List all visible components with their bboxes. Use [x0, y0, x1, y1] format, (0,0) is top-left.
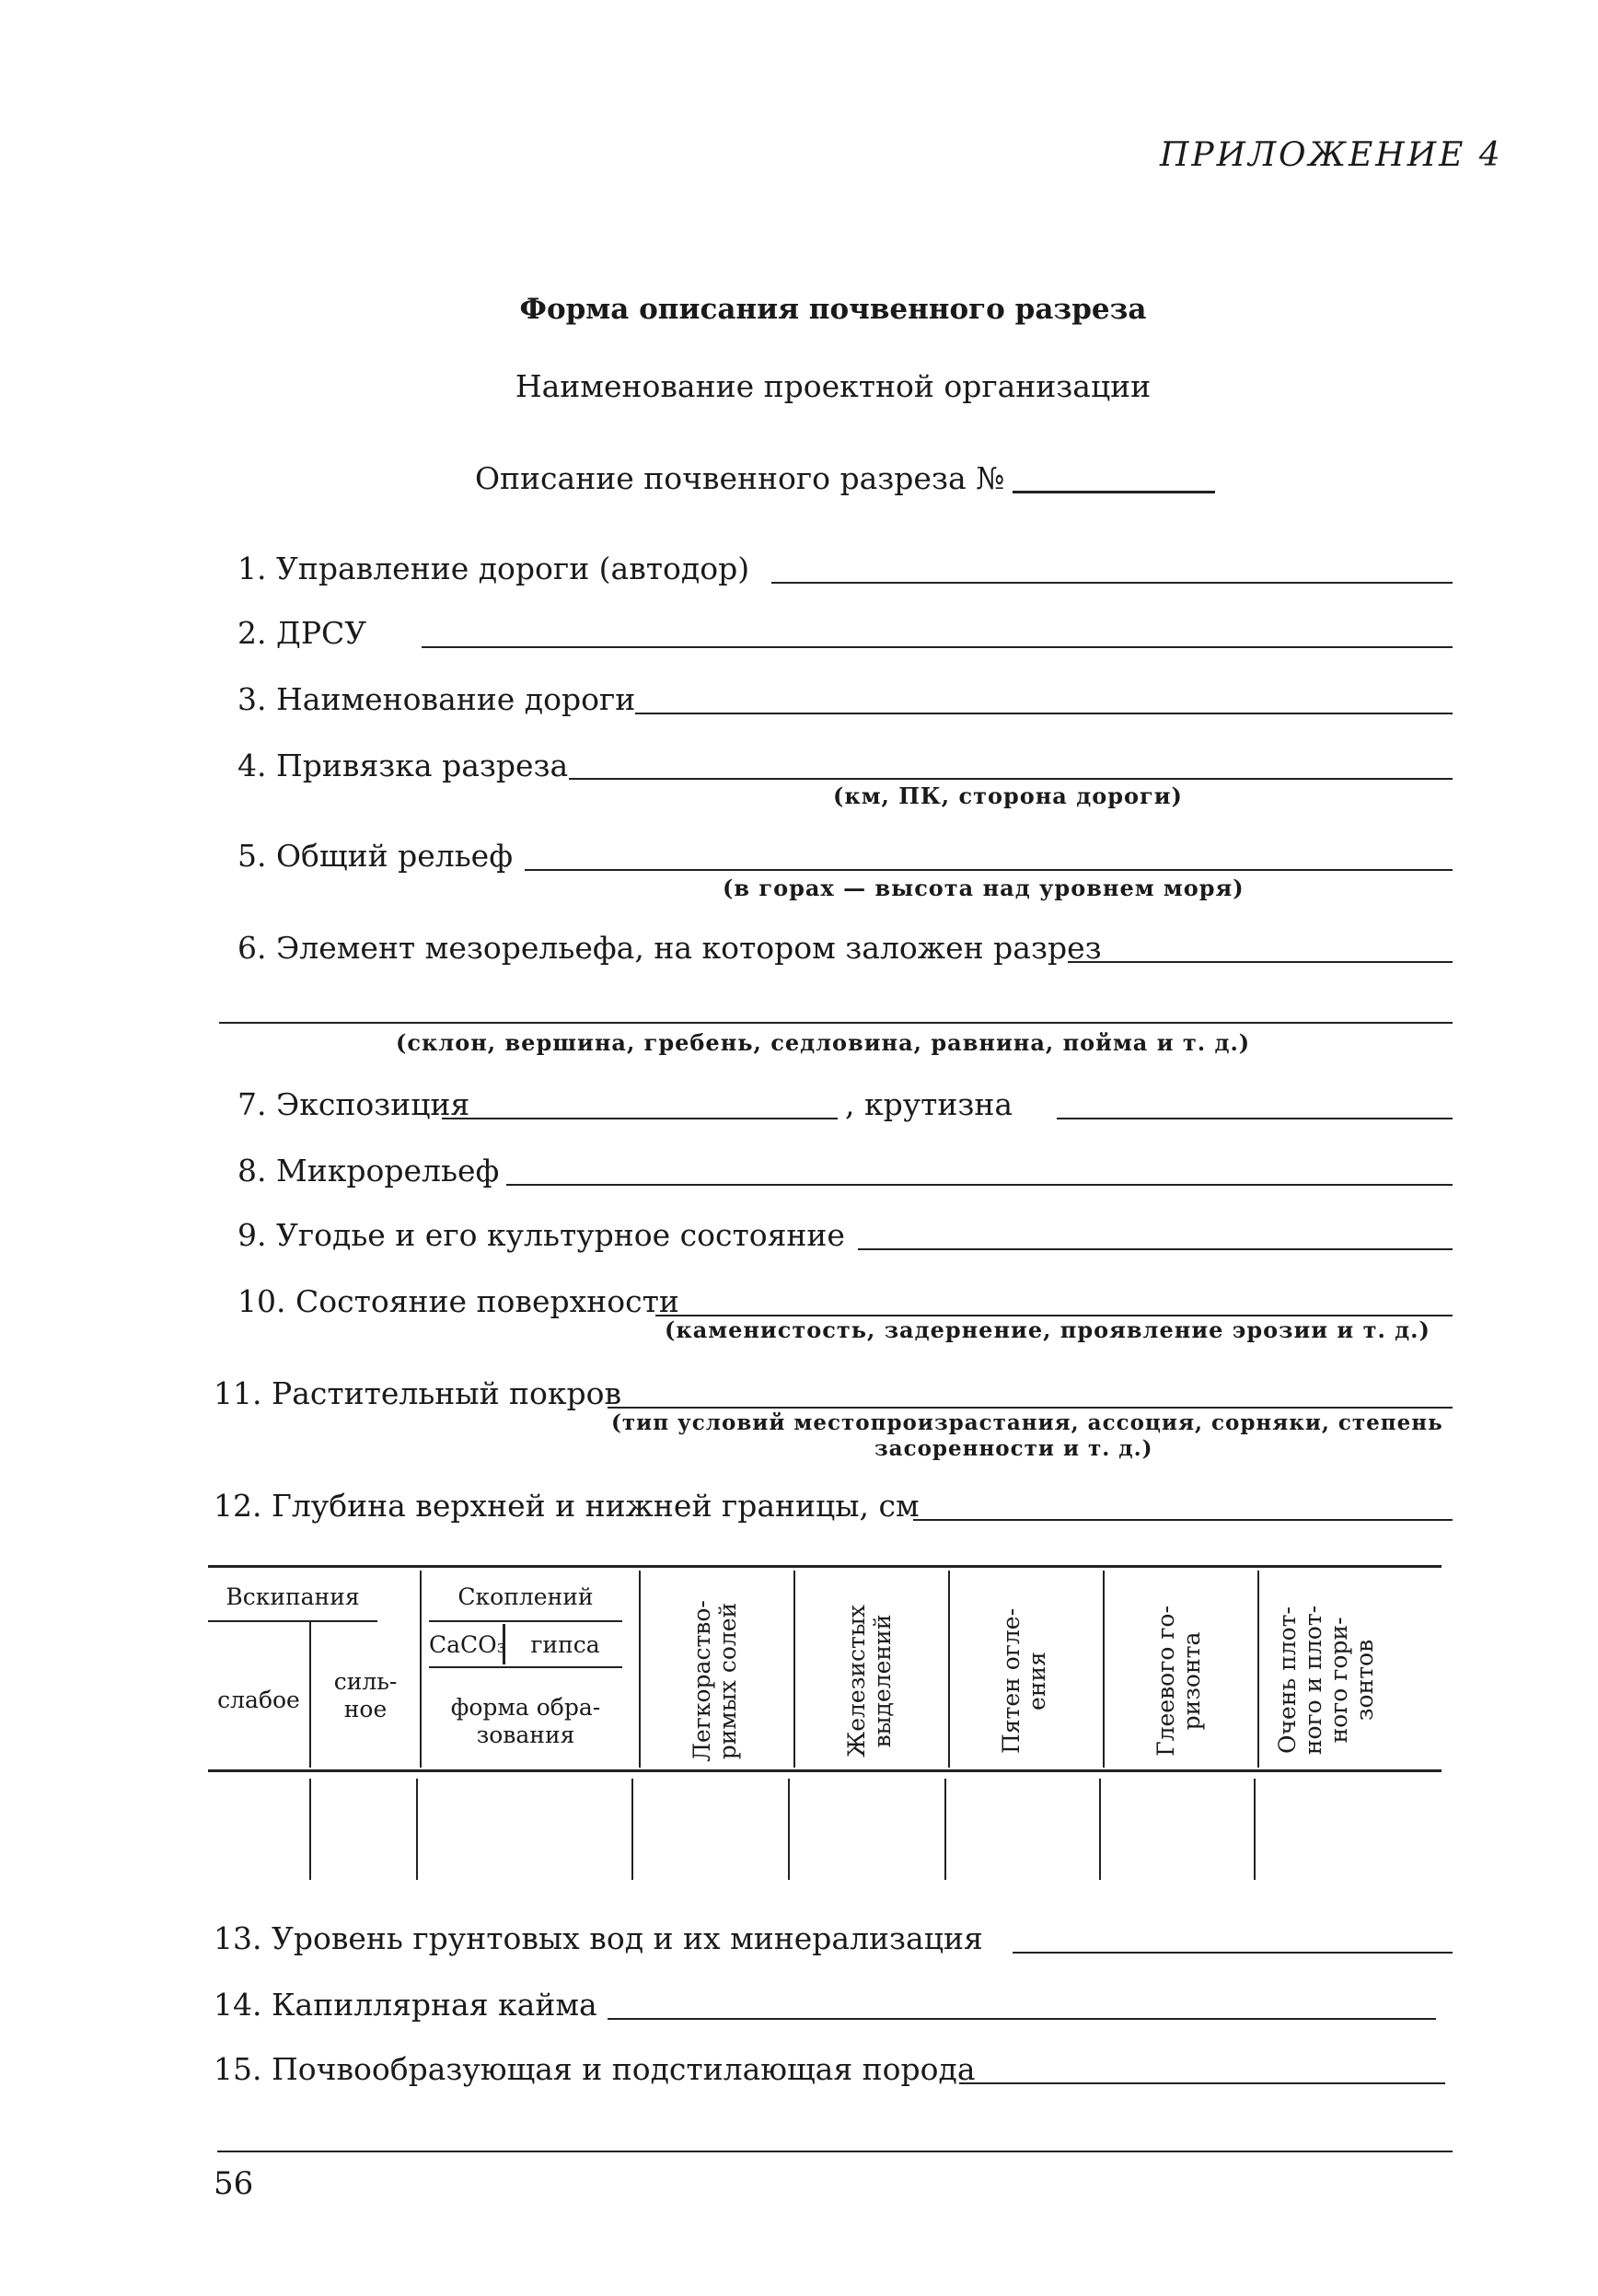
table-top-border — [208, 1565, 1442, 1568]
header-boiling: Вскипания — [226, 1583, 360, 1610]
item-3-field[interactable] — [635, 713, 1453, 714]
item-number: 14. — [214, 1987, 262, 2023]
item-7 — [237, 1086, 469, 1122]
item-number: 10. — [237, 1283, 286, 1319]
item-number: 12. — [214, 1488, 262, 1524]
item-label: Уровень грунтовых вод и их минерализация — [271, 1920, 983, 1956]
item-label: Управление дороги (автодор) — [276, 551, 750, 586]
form-title: Форма описания почвенного разреза — [519, 293, 1147, 326]
item-label: Привязка разреза — [276, 748, 569, 783]
item-12 — [214, 1488, 920, 1524]
item-12-field[interactable] — [913, 1519, 1453, 1521]
item-number: 11. — [214, 1375, 262, 1411]
item-11-hint: (тип условий местопроизрастания, ассоция, сорняки, степень — [611, 1410, 1443, 1435]
page-number: 56 — [214, 2165, 254, 2202]
item-5-hint: (в горах — высота над уровнем моря) — [723, 875, 1245, 901]
item-7-steepness-field[interactable] — [1057, 1118, 1453, 1119]
item-label: Капиллярная кайма — [271, 1987, 597, 2023]
header-soluble-salts: Легкораство- римых солей — [689, 1600, 741, 1762]
col-divider — [944, 1779, 946, 1880]
item-9-field[interactable] — [858, 1248, 1453, 1250]
item-1-field[interactable] — [771, 582, 1453, 584]
item-number: 8. — [237, 1153, 267, 1189]
item-2 — [237, 615, 366, 651]
item-11-field[interactable] — [608, 1407, 1453, 1409]
soil-properties-table — [208, 1565, 1442, 1889]
item-label: Экспозиция — [276, 1086, 470, 1122]
table-header-border — [208, 1769, 1442, 1772]
item-number: 9. — [237, 1217, 267, 1253]
item-6-field[interactable] — [1068, 961, 1453, 963]
col-divider — [639, 1571, 641, 1768]
header-accumulations: Скоплений — [457, 1583, 594, 1610]
col-divider — [948, 1571, 950, 1768]
header-ferrous: Железистых выделений — [843, 1605, 896, 1757]
item-1 — [237, 551, 749, 586]
item-10-hint: (каменистость, задернение, проявление эрозии и т. д.) — [665, 1316, 1430, 1343]
item-4-hint: (км, ПК, сторона дороги) — [833, 783, 1183, 809]
item-7-steepness-label: , крутизна — [845, 1086, 1013, 1122]
item-8 — [237, 1153, 499, 1189]
item-8-field[interactable] — [506, 1184, 1453, 1186]
item-5-field[interactable] — [525, 869, 1453, 871]
item-label: Глубина верхней и нижней границы, см — [271, 1488, 920, 1524]
item-2-field[interactable] — [422, 646, 1453, 648]
item-11 — [214, 1375, 621, 1411]
item-11-hint-2: засоренности и т. д.) — [874, 1436, 1153, 1461]
caco3-underline — [429, 1666, 622, 1668]
item-number: 3. — [237, 681, 267, 717]
item-15 — [214, 2051, 976, 2087]
item-number: 6. — [237, 930, 267, 966]
organization-label: Наименование проектной организации — [515, 368, 1152, 404]
item-14-field[interactable] — [608, 2018, 1436, 2020]
header-weak: слабое — [217, 1687, 300, 1713]
item-6-hint: (склон, вершина, гребень, седловина, равнина, пойма и т. д.) — [396, 1029, 1251, 1056]
item-number: 5. — [237, 838, 267, 874]
item-4 — [237, 748, 568, 783]
col-divider — [1099, 1779, 1101, 1880]
item-label: Растительный покров — [271, 1375, 622, 1411]
header-gypsum: гипса — [530, 1631, 600, 1658]
boiling-underline — [208, 1620, 377, 1622]
col-divider — [631, 1779, 633, 1880]
item-label: Общий рельеф — [276, 838, 514, 874]
col-divider — [309, 1779, 311, 1880]
item-14 — [214, 1987, 597, 2023]
item-10 — [237, 1283, 679, 1319]
header-formation-form: форма обра- зования — [450, 1694, 601, 1748]
item-3 — [237, 681, 635, 717]
header-caco3: CaCO₃ — [429, 1631, 506, 1658]
accumulations-underline — [429, 1620, 622, 1622]
col-divider — [788, 1779, 790, 1880]
item-label: Микрорельеф — [276, 1153, 500, 1189]
item-7-exposition-field[interactable] — [442, 1118, 838, 1119]
col-divider — [1103, 1571, 1105, 1768]
item-label: Почвообразующая и подстилающая порода — [271, 2051, 976, 2087]
header-dense-horizons: Очень плот- ного и плот- ного гори- зонтов — [1274, 1605, 1378, 1756]
item-number: 13. — [214, 1920, 262, 1956]
description-number-field[interactable] — [1013, 491, 1215, 493]
col-divider — [1254, 1779, 1256, 1880]
header-strong: силь- ное — [333, 1668, 398, 1722]
col-divider — [416, 1779, 418, 1880]
item-4-field[interactable] — [569, 778, 1453, 780]
item-number: 4. — [237, 748, 267, 783]
item-6-field-2[interactable] — [219, 1022, 1453, 1024]
description-label: Описание почвенного разреза № — [475, 460, 1005, 496]
item-13-field[interactable] — [1013, 1952, 1453, 1954]
item-5 — [237, 838, 513, 874]
item-label: ДРСУ — [276, 615, 367, 651]
item-number: 1. — [237, 551, 267, 586]
col-divider — [793, 1571, 795, 1768]
item-13 — [214, 1920, 983, 1956]
item-6 — [237, 930, 1102, 966]
item-label: Элемент мезорельефа, на котором заложен разрез — [276, 930, 1102, 966]
item-15-field-2[interactable] — [217, 2151, 1453, 2152]
item-label: Угодье и его культурное состояние — [276, 1217, 845, 1253]
col-divider — [1257, 1571, 1259, 1768]
item-label: Наименование дороги — [276, 681, 636, 717]
item-number: 2. — [237, 615, 267, 651]
item-label: Состояние поверхности — [295, 1283, 679, 1319]
item-15-field[interactable] — [959, 2082, 1445, 2084]
appendix-label: ПРИЛОЖЕНИЕ 4 — [1160, 136, 1503, 174]
item-number: 15. — [214, 2051, 262, 2087]
header-gley-spots: Пятен огле- ения — [998, 1607, 1050, 1755]
header-gley-horizon: Глеевого го- ризонта — [1152, 1606, 1205, 1757]
col-divider — [420, 1571, 422, 1768]
item-number: 7. — [237, 1086, 267, 1122]
item-9 — [237, 1217, 845, 1253]
